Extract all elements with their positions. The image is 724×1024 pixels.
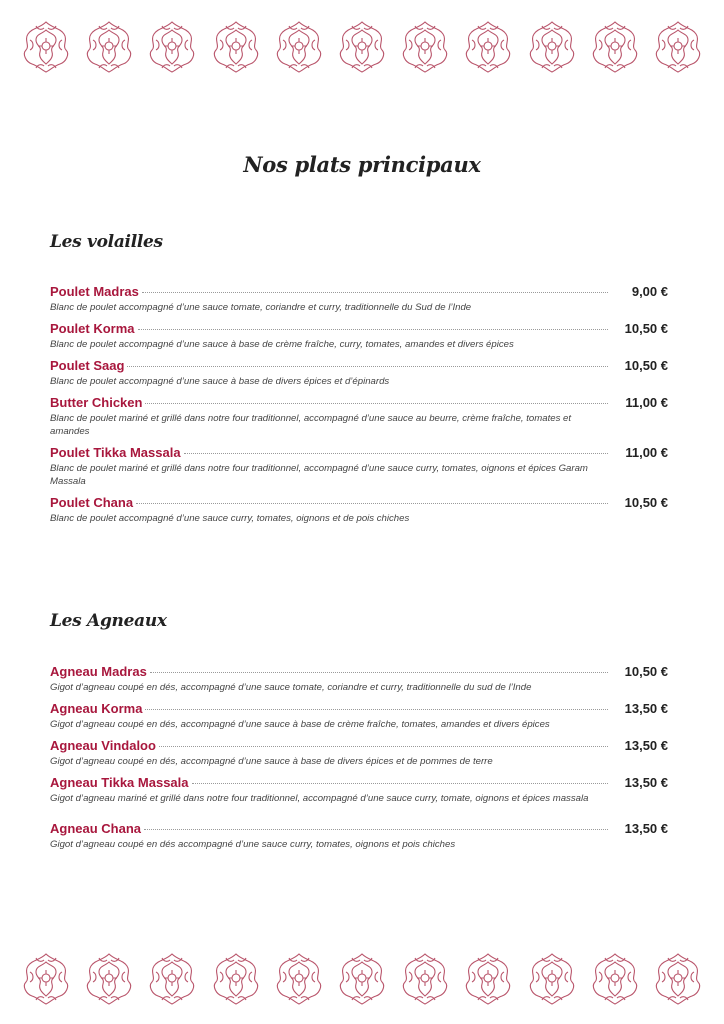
ornament-icon — [650, 18, 706, 74]
item-name: Agneau Tikka Massala — [50, 775, 189, 790]
ornament-icon — [650, 950, 706, 1006]
ornament-icon — [460, 950, 516, 1006]
item-price: 11,00 € — [625, 445, 668, 460]
section-title-agneaux: Les Agneaux — [50, 611, 167, 631]
item-description: Blanc de poulet accompagné d’une sauce à base de crème fraîche, curry, tomates, amandes et divers épices — [50, 339, 514, 350]
item-price: 13,50 € — [624, 821, 668, 836]
menu-item — [50, 284, 668, 314]
item-name: Poulet Tikka Massala — [50, 445, 181, 460]
item-description: Gigot d’agneau mariné et grillé dans notre four traditionnel, accompagné d’une sauce curry, tomate, oignons et épices massala — [50, 793, 589, 804]
dot-leader — [150, 672, 608, 673]
dot-leader — [144, 829, 608, 830]
ornament-icon — [81, 950, 137, 1006]
item-description: Blanc de poulet accompagné d’une sauce à base de divers épices et d’épinards — [50, 376, 390, 387]
dot-leader — [192, 783, 609, 784]
ornament-icon — [271, 950, 327, 1006]
ornament-icon — [334, 18, 390, 74]
ornament-icon — [397, 18, 453, 74]
dot-leader — [142, 292, 608, 293]
dot-leader — [127, 366, 608, 367]
top-ornament-border — [18, 16, 706, 76]
item-description: Blanc de poulet accompagné d’une sauce tomate, coriandre et curry, traditionnelle du Sud de l’Inde — [50, 302, 472, 313]
menu-item — [50, 738, 668, 768]
item-description: Gigot d’agneau coupé en dés, accompagné d’une sauce à base de divers épices et de pommes de terre — [50, 756, 493, 767]
item-name: Agneau Chana — [50, 821, 142, 836]
item-price: 10,50 € — [624, 358, 668, 373]
item-price: 13,50 € — [624, 701, 668, 716]
ornament-icon — [18, 18, 74, 74]
item-name: Poulet Madras — [50, 284, 139, 299]
bottom-ornament-border — [18, 948, 706, 1008]
item-price: 10,50 € — [624, 664, 668, 679]
item-description: Gigot d’agneau coupé en dés, accompagné d’une sauce tomate, coriandre et curry, traditionnelle du sud de l’Inde — [50, 682, 532, 693]
ornament-icon — [81, 18, 137, 74]
dot-leader — [145, 709, 608, 710]
item-price: 10,50 € — [624, 321, 668, 336]
ornament-icon — [397, 950, 453, 1006]
dot-leader — [159, 746, 608, 747]
ornament-icon — [271, 18, 327, 74]
dot-leader — [136, 503, 608, 504]
ornament-icon — [208, 950, 264, 1006]
item-price: 11,00 € — [625, 395, 668, 410]
item-name: Poulet Korma — [50, 321, 135, 336]
item-description: Blanc de poulet mariné et grillé dans notre four traditionnel, accompagné d’une sauce au beurre, crème fraîche, tomates et amandes — [50, 413, 572, 437]
dot-leader — [145, 403, 608, 404]
item-price: 10,50 € — [624, 495, 668, 510]
item-description: Gigot d’agneau coupé en dés, accompagné d’une sauce à base de crème fraîche, tomates, amandes et divers épices — [50, 719, 550, 730]
item-price: 13,50 € — [624, 738, 668, 753]
menu-item — [50, 664, 668, 694]
ornament-icon — [524, 950, 580, 1006]
item-name: Agneau Madras — [50, 664, 147, 679]
item-description: Blanc de poulet mariné et grillé dans notre four traditionnel, accompagné d’une sauce curry, tomates, oignons et épices Garam Massala — [50, 463, 588, 487]
item-name: Agneau Vindaloo — [50, 738, 156, 753]
menu-list-agneaux — [50, 664, 668, 858]
ornament-icon — [144, 950, 200, 1006]
item-name: Butter Chicken — [50, 395, 143, 410]
item-description: Blanc de poulet accompagné d’une sauce curry, tomates, oignons et de pois chiches — [50, 513, 410, 524]
dot-leader — [138, 329, 608, 330]
menu-item — [50, 445, 668, 488]
menu-item — [50, 701, 668, 731]
menu-item — [50, 821, 668, 851]
menu-item — [50, 495, 668, 525]
item-name: Agneau Korma — [50, 701, 143, 716]
page-title: Nos plats principaux — [243, 152, 481, 177]
item-name: Poulet Chana — [50, 495, 134, 510]
item-price: 13,50 € — [624, 775, 668, 790]
ornament-icon — [208, 18, 264, 74]
section-title-volailles: Les volailles — [50, 232, 163, 252]
menu-item — [50, 358, 668, 388]
ornament-icon — [460, 18, 516, 74]
menu-item — [50, 395, 668, 438]
ornament-icon — [144, 18, 200, 74]
ornament-icon — [587, 950, 643, 1006]
menu-item — [50, 775, 668, 805]
item-price: 9,00 € — [631, 284, 668, 299]
ornament-icon — [18, 950, 74, 1006]
item-name: Poulet Saag — [50, 358, 125, 373]
dot-leader — [184, 453, 608, 454]
ornament-icon — [334, 950, 390, 1006]
item-description: Gigot d’agneau coupé en dés accompagné d’une sauce curry, tomates, oignons et pois chiches — [50, 839, 456, 850]
ornament-icon — [587, 18, 643, 74]
ornament-icon — [524, 18, 580, 74]
menu-list-volailles — [50, 284, 668, 532]
menu-item — [50, 321, 668, 351]
